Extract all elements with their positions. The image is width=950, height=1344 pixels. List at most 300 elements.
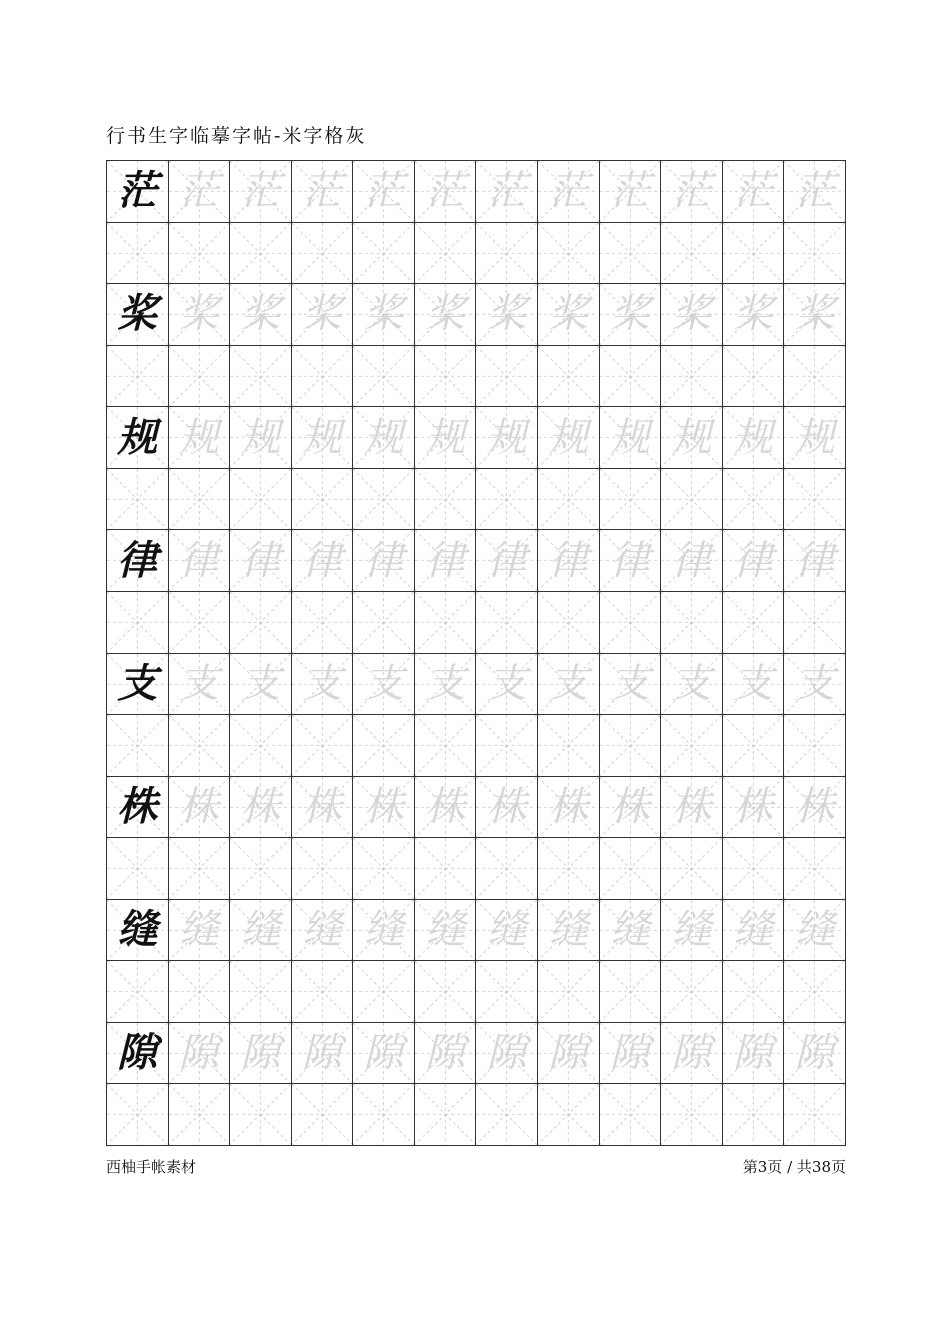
trace-cell (169, 654, 231, 716)
mizi-guide-lines (600, 592, 661, 653)
trace-cell (476, 284, 538, 346)
trace-cell (230, 161, 292, 223)
trace-character: 隙 (671, 1030, 712, 1077)
blank-practice-cell (476, 346, 538, 408)
trace-cell (661, 654, 723, 716)
blank-practice-cell (476, 469, 538, 531)
trace-cell (230, 407, 292, 469)
trace-character: 支 (302, 660, 343, 707)
blank-practice-cell (169, 346, 231, 408)
blank-practice-cell (230, 1084, 292, 1146)
blank-practice-cell (784, 838, 846, 900)
mizi-guide-lines (353, 838, 414, 899)
mizi-guide-lines (600, 346, 661, 407)
trace-cell (538, 654, 600, 716)
trace-cell (230, 530, 292, 592)
model-cell (107, 284, 169, 346)
mizi-guide-lines (661, 469, 722, 530)
mizi-guide-lines (107, 592, 168, 653)
trace-character: 缝 (733, 907, 774, 954)
trace-character: 株 (363, 783, 404, 830)
trace-cell (169, 530, 231, 592)
trace-cell (600, 284, 662, 346)
blank-practice-cell (538, 469, 600, 531)
mizi-guide-lines (538, 592, 599, 653)
trace-character: 律 (363, 537, 404, 584)
trace-character: 支 (609, 660, 650, 707)
footer-source: 西柚手帐素材 (106, 1158, 197, 1176)
mizi-guide-lines (353, 346, 414, 407)
trace-character: 律 (671, 537, 712, 584)
trace-cell (600, 900, 662, 962)
blank-practice-cell (476, 715, 538, 777)
trace-cell (169, 284, 231, 346)
trace-cell (292, 1023, 354, 1085)
model-cell (107, 530, 169, 592)
trace-character: 茫 (178, 168, 219, 215)
trace-character: 律 (178, 537, 219, 584)
blank-practice-cell (107, 838, 169, 900)
blank-practice-cell (107, 346, 169, 408)
mizi-guide-lines (784, 223, 845, 284)
trace-character: 缝 (486, 907, 527, 954)
mizi-guide-lines (230, 838, 291, 899)
blank-practice-cell (784, 961, 846, 1023)
mizi-guide-lines (353, 469, 414, 530)
trace-character: 茫 (609, 168, 650, 215)
trace-character: 支 (794, 660, 835, 707)
model-character: 支 (117, 659, 158, 707)
trace-cell (661, 900, 723, 962)
blank-practice-cell (784, 1084, 846, 1146)
trace-character: 桨 (425, 291, 466, 338)
trace-character: 支 (733, 660, 774, 707)
mizi-guide-lines (353, 961, 414, 1022)
trace-character: 隙 (733, 1030, 774, 1077)
trace-character: 律 (486, 537, 527, 584)
blank-practice-cell (661, 838, 723, 900)
mizi-guide-lines (538, 715, 599, 776)
trace-character: 茫 (671, 168, 712, 215)
mizi-guide-lines (538, 1084, 599, 1145)
trace-cell (476, 1023, 538, 1085)
trace-cell (169, 1023, 231, 1085)
blank-practice-cell (784, 592, 846, 654)
trace-character: 株 (486, 783, 527, 830)
model-character: 律 (117, 536, 158, 584)
mizi-guide-lines (415, 346, 476, 407)
blank-practice-cell (476, 223, 538, 285)
trace-cell (353, 777, 415, 839)
blank-practice-cell (661, 346, 723, 408)
trace-cell (415, 407, 477, 469)
trace-character: 茫 (733, 168, 774, 215)
trace-character: 律 (794, 537, 835, 584)
trace-cell (723, 530, 785, 592)
blank-practice-cell (661, 715, 723, 777)
trace-character: 缝 (425, 907, 466, 954)
trace-character: 律 (548, 537, 589, 584)
trace-character: 规 (548, 414, 589, 461)
blank-practice-cell (230, 592, 292, 654)
trace-character: 规 (425, 414, 466, 461)
blank-practice-cell (292, 838, 354, 900)
mizi-guide-lines (169, 838, 230, 899)
blank-practice-cell (723, 469, 785, 531)
trace-character: 缝 (240, 907, 281, 954)
mizi-guide-lines (661, 838, 722, 899)
mizi-guide-lines (723, 838, 784, 899)
mizi-guide-lines (353, 223, 414, 284)
blank-practice-cell (107, 223, 169, 285)
trace-cell (784, 407, 846, 469)
mizi-guide-lines (538, 838, 599, 899)
mizi-guide-lines (169, 346, 230, 407)
blank-practice-cell (292, 961, 354, 1023)
blank-practice-cell (476, 1084, 538, 1146)
trace-cell (292, 407, 354, 469)
blank-practice-cell (107, 592, 169, 654)
trace-cell (353, 284, 415, 346)
trace-cell (600, 530, 662, 592)
mizi-guide-lines (169, 961, 230, 1022)
trace-cell (292, 530, 354, 592)
mizi-guide-lines (476, 961, 537, 1022)
trace-character: 茫 (794, 168, 835, 215)
trace-character: 缝 (548, 907, 589, 954)
trace-character: 桨 (733, 291, 774, 338)
trace-character: 支 (240, 660, 281, 707)
blank-practice-cell (230, 838, 292, 900)
trace-cell (230, 654, 292, 716)
blank-practice-cell (476, 961, 538, 1023)
mizi-guide-lines (476, 1084, 537, 1145)
trace-cell (476, 530, 538, 592)
blank-practice-cell (353, 838, 415, 900)
trace-cell (476, 654, 538, 716)
blank-practice-cell (538, 838, 600, 900)
mizi-guide-lines (230, 715, 291, 776)
trace-character: 株 (671, 783, 712, 830)
blank-practice-cell (292, 1084, 354, 1146)
mizi-guide-lines (415, 469, 476, 530)
blank-practice-cell (107, 961, 169, 1023)
trace-character: 缝 (178, 907, 219, 954)
trace-cell (661, 284, 723, 346)
trace-character: 缝 (671, 907, 712, 954)
blank-practice-cell (661, 961, 723, 1023)
trace-cell (415, 654, 477, 716)
blank-practice-cell (169, 838, 231, 900)
trace-cell (538, 900, 600, 962)
blank-practice-cell (169, 469, 231, 531)
trace-cell (415, 530, 477, 592)
trace-character: 茫 (425, 168, 466, 215)
blank-practice-cell (107, 715, 169, 777)
mizi-guide-lines (292, 838, 353, 899)
trace-cell (723, 654, 785, 716)
trace-character: 规 (794, 414, 835, 461)
trace-character: 律 (302, 537, 343, 584)
trace-cell (292, 284, 354, 346)
trace-cell (353, 1023, 415, 1085)
mizi-guide-lines (600, 469, 661, 530)
mizi-guide-lines (476, 838, 537, 899)
trace-character: 规 (302, 414, 343, 461)
trace-cell (476, 777, 538, 839)
blank-practice-cell (292, 469, 354, 531)
mizi-guide-lines (107, 1084, 168, 1145)
trace-character: 株 (548, 783, 589, 830)
blank-practice-cell (538, 592, 600, 654)
blank-practice-cell (538, 1084, 600, 1146)
trace-character: 隙 (794, 1030, 835, 1077)
model-character: 隙 (117, 1029, 158, 1077)
blank-practice-cell (415, 223, 477, 285)
trace-character: 株 (302, 783, 343, 830)
mizi-guide-lines (600, 838, 661, 899)
trace-character: 支 (178, 660, 219, 707)
mizi-guide-lines (723, 715, 784, 776)
blank-practice-cell (292, 592, 354, 654)
mizi-guide-lines (107, 469, 168, 530)
trace-cell (600, 654, 662, 716)
trace-cell (723, 284, 785, 346)
trace-cell (230, 900, 292, 962)
trace-character: 缝 (794, 907, 835, 954)
trace-character: 茫 (548, 168, 589, 215)
trace-cell (600, 1023, 662, 1085)
mizi-guide-lines (415, 223, 476, 284)
blank-practice-cell (538, 223, 600, 285)
mizi-guide-lines (292, 346, 353, 407)
trace-cell (538, 161, 600, 223)
trace-cell (230, 777, 292, 839)
trace-cell (784, 777, 846, 839)
model-character: 规 (117, 413, 158, 461)
trace-character: 规 (363, 414, 404, 461)
trace-cell (415, 284, 477, 346)
mizi-guide-lines (600, 223, 661, 284)
mizi-guide-lines (415, 715, 476, 776)
mizi-guide-lines (107, 838, 168, 899)
trace-cell (784, 654, 846, 716)
mizi-guide-lines (723, 592, 784, 653)
trace-cell (784, 530, 846, 592)
trace-cell (476, 161, 538, 223)
blank-practice-cell (661, 1084, 723, 1146)
trace-cell (723, 777, 785, 839)
mizi-guide-lines (600, 1084, 661, 1145)
blank-practice-cell (169, 961, 231, 1023)
trace-cell (661, 1023, 723, 1085)
blank-practice-cell (600, 838, 662, 900)
mizi-guide-lines (784, 592, 845, 653)
blank-practice-cell (415, 1084, 477, 1146)
blank-practice-cell (661, 592, 723, 654)
blank-practice-cell (723, 961, 785, 1023)
mizi-guide-lines (476, 715, 537, 776)
trace-cell (600, 777, 662, 839)
trace-character: 律 (609, 537, 650, 584)
trace-cell (723, 1023, 785, 1085)
model-cell (107, 777, 169, 839)
trace-character: 株 (425, 783, 466, 830)
trace-cell (292, 900, 354, 962)
blank-practice-cell (476, 838, 538, 900)
blank-practice-cell (661, 223, 723, 285)
mizi-guide-lines (784, 1084, 845, 1145)
blank-practice-cell (538, 715, 600, 777)
trace-cell (723, 900, 785, 962)
mizi-guide-lines (353, 1084, 414, 1145)
mizi-guide-lines (661, 223, 722, 284)
mizi-guide-lines (353, 715, 414, 776)
mizi-guide-lines (292, 1084, 353, 1145)
blank-practice-cell (353, 469, 415, 531)
model-character: 茫 (117, 167, 158, 215)
mizi-guide-lines (661, 961, 722, 1022)
trace-cell (784, 161, 846, 223)
trace-character: 缝 (363, 907, 404, 954)
blank-practice-cell (784, 223, 846, 285)
trace-cell (169, 900, 231, 962)
model-cell (107, 900, 169, 962)
blank-practice-cell (600, 715, 662, 777)
trace-character: 支 (425, 660, 466, 707)
trace-character: 株 (178, 783, 219, 830)
mizi-guide-lines (107, 346, 168, 407)
trace-character: 桨 (363, 291, 404, 338)
blank-practice-cell (230, 961, 292, 1023)
mizi-guide-lines (538, 961, 599, 1022)
trace-cell (353, 407, 415, 469)
model-cell (107, 407, 169, 469)
blank-practice-cell (415, 469, 477, 531)
blank-practice-cell (600, 961, 662, 1023)
trace-character: 桨 (486, 291, 527, 338)
trace-cell (353, 161, 415, 223)
blank-practice-cell (538, 346, 600, 408)
trace-cell (661, 530, 723, 592)
trace-cell (538, 530, 600, 592)
mizi-guide-lines (784, 469, 845, 530)
trace-cell (784, 284, 846, 346)
mizi-guide-lines (230, 223, 291, 284)
mizi-guide-lines (784, 715, 845, 776)
trace-character: 茫 (240, 168, 281, 215)
trace-character: 桨 (178, 291, 219, 338)
blank-practice-cell (169, 715, 231, 777)
mizi-guide-lines (107, 715, 168, 776)
mizi-guide-lines (230, 346, 291, 407)
mizi-guide-lines (661, 346, 722, 407)
mizi-guide-lines (230, 1084, 291, 1145)
blank-practice-cell (600, 592, 662, 654)
mizi-guide-lines (292, 592, 353, 653)
blank-practice-cell (353, 715, 415, 777)
trace-cell (723, 407, 785, 469)
trace-character: 桨 (240, 291, 281, 338)
blank-practice-cell (415, 961, 477, 1023)
blank-practice-cell (415, 715, 477, 777)
blank-practice-cell (784, 469, 846, 531)
trace-cell (538, 407, 600, 469)
mizi-guide-lines (784, 838, 845, 899)
blank-practice-cell (476, 592, 538, 654)
trace-cell (538, 1023, 600, 1085)
blank-practice-cell (415, 346, 477, 408)
trace-character: 支 (363, 660, 404, 707)
trace-character: 桨 (302, 291, 343, 338)
mizi-guide-lines (230, 592, 291, 653)
mizi-guide-lines (784, 961, 845, 1022)
blank-practice-cell (353, 961, 415, 1023)
trace-character: 株 (240, 783, 281, 830)
blank-practice-cell (353, 346, 415, 408)
trace-character: 律 (425, 537, 466, 584)
mizi-guide-lines (169, 223, 230, 284)
mizi-guide-lines (723, 346, 784, 407)
trace-character: 规 (240, 414, 281, 461)
mizi-guide-lines (723, 1084, 784, 1145)
trace-cell (476, 407, 538, 469)
blank-practice-cell (230, 715, 292, 777)
trace-character: 隙 (240, 1030, 281, 1077)
mizi-guide-lines (600, 715, 661, 776)
blank-practice-cell (600, 469, 662, 531)
mizi-guide-lines (661, 715, 722, 776)
blank-practice-cell (169, 223, 231, 285)
trace-character: 缝 (609, 907, 650, 954)
page-title: 行书生字临摹字帖-米字格灰 (106, 125, 367, 147)
blank-practice-cell (230, 469, 292, 531)
trace-character: 支 (671, 660, 712, 707)
trace-character: 茫 (486, 168, 527, 215)
trace-character: 律 (733, 537, 774, 584)
mizi-guide-lines (169, 715, 230, 776)
mizi-guide-lines (230, 469, 291, 530)
blank-practice-cell (723, 592, 785, 654)
mizi-guide-lines (107, 223, 168, 284)
trace-character: 缝 (302, 907, 343, 954)
mizi-guide-lines (292, 223, 353, 284)
trace-cell (230, 284, 292, 346)
mizi-guide-lines (538, 469, 599, 530)
mizi-guide-lines (476, 346, 537, 407)
trace-cell (415, 161, 477, 223)
trace-character: 桨 (794, 291, 835, 338)
trace-cell (538, 284, 600, 346)
trace-character: 桨 (671, 291, 712, 338)
trace-cell (353, 900, 415, 962)
blank-practice-cell (600, 1084, 662, 1146)
trace-character: 隙 (425, 1030, 466, 1077)
model-character: 缝 (117, 906, 158, 954)
mizi-guide-lines (292, 961, 353, 1022)
trace-character: 株 (733, 783, 774, 830)
blank-practice-cell (723, 715, 785, 777)
trace-character: 规 (671, 414, 712, 461)
mizi-guide-lines (169, 1084, 230, 1145)
mizi-guide-lines (292, 715, 353, 776)
mizi-guide-lines (169, 592, 230, 653)
mizi-guide-lines (661, 1084, 722, 1145)
trace-character: 隙 (178, 1030, 219, 1077)
trace-character: 隙 (609, 1030, 650, 1077)
blank-practice-cell (169, 592, 231, 654)
model-character: 桨 (117, 290, 158, 338)
